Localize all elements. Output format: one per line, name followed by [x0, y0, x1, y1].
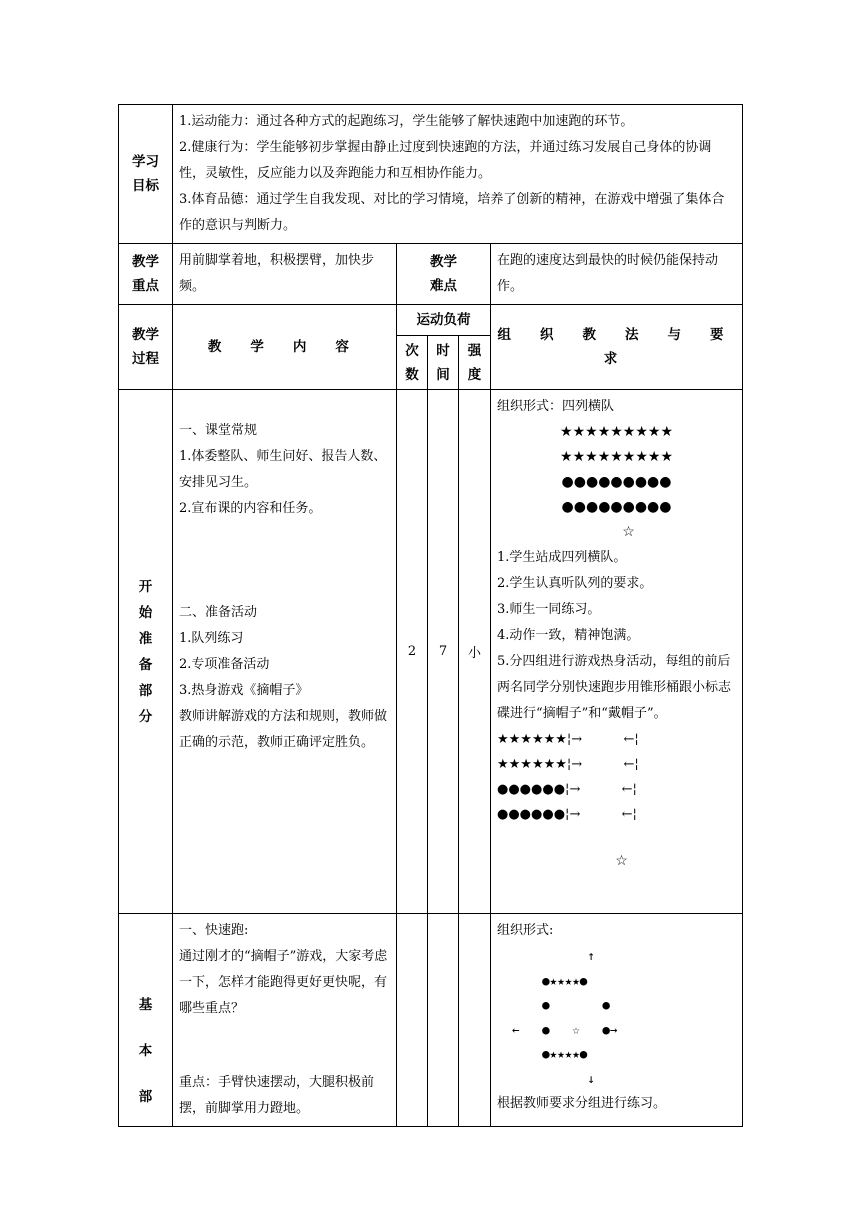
start-time: 7: [428, 390, 459, 914]
objective-item: 1.运动能力：通过各种方式的起跑练习，学生能够了解快速跑中加速跑的环节。: [179, 114, 634, 129]
content-spacer: [179, 1022, 390, 1070]
start-intensity: 小: [459, 390, 491, 914]
key-points-label: [119, 244, 173, 305]
time-header-line-2: 间: [436, 366, 450, 383]
objective-item: 3.体育品德：通过学生自我发现、对比的学习情境，培养了创新的精神，在游戏中增强了集体合作的意识与判断力。: [179, 192, 725, 233]
diagram-line: ● ●: [497, 997, 610, 1012]
game-row: ●●●●●●¦→ ←¦: [497, 782, 637, 797]
basic-label-char: 基: [138, 997, 153, 1013]
diagram-line: ●★★★★●: [497, 1046, 588, 1061]
method-title: 组织形式:: [497, 923, 554, 938]
game-teacher-mark: ☆: [615, 853, 628, 869]
basic-intensity: [459, 914, 491, 1127]
requirement-item: 3.师生一同练习。: [497, 602, 601, 617]
key-points-text: 用前脚掌着地，积极摆臂，加快步频。: [173, 244, 397, 305]
method-header: 组 织 教 法 与 要 求: [491, 305, 743, 390]
objectives-label: [119, 105, 173, 244]
content-line: 一、课堂常规: [179, 423, 258, 438]
process-label-line-2: 过程: [132, 351, 159, 367]
method-footer: 根据教师要求分组进行练习。: [497, 1096, 667, 1111]
content-line: 3.热身游戏《摘帽子》: [179, 683, 309, 698]
process-label-line-1: 教学: [132, 327, 159, 343]
content-line: 一、快速跑:: [179, 923, 249, 938]
formation-row: ★★★★★★★★★: [560, 449, 674, 465]
start-method: [491, 390, 743, 914]
formation-row: ★★★★★★★★★: [560, 424, 674, 440]
start-section-content: [173, 390, 397, 914]
formation-row: ●●●●●●●●●: [561, 499, 672, 515]
content-line: 1.体委整队、师生问好、报告人数、安排见习生。: [179, 449, 387, 490]
content-line: 2.专项准备活动: [179, 657, 270, 672]
key-points-label-line-1: 教学: [132, 254, 159, 270]
method-title: 组织形式：四列横队: [497, 399, 615, 414]
basic-label-gap: [119, 1064, 172, 1084]
objectives-label-line-1: 学习: [132, 154, 159, 170]
objectives-label-line-2: 目标: [132, 178, 159, 194]
objective-item: 2.健康行为：学生能够初步掌握由静止过度到快速跑的方法，并通过练习发展自己身体的协调性，灵敏性，反应能力以及奔跑能力和互相协作能力。: [179, 140, 712, 181]
requirement-item: 1.学生站成四列横队。: [497, 550, 627, 565]
requirement-item: 2.学生认真听队列的要求。: [497, 576, 653, 591]
basic-section-content: [173, 914, 397, 1127]
start-label-char: 部: [138, 682, 153, 699]
start-section-label: [119, 390, 173, 914]
start-section-row: [119, 390, 743, 914]
game-spacer: [497, 827, 736, 849]
formation-row: ●●●●●●●●●: [561, 474, 672, 490]
content-header: 教 学 内 容: [173, 305, 397, 390]
lesson-plan-table: [118, 104, 743, 1127]
start-label-char: 始: [138, 604, 153, 621]
intensity-header-line-2: 度: [467, 366, 482, 383]
requirement-item: 5.分四组进行游戏热身活动，每组的前后两名同学分别快速跑步用锥形桶跟小标志碟进行“摘帽子”和“戴帽子”。: [497, 654, 732, 721]
objectives-content: [173, 105, 743, 244]
game-row: ★★★★★★¦→ ←¦: [497, 757, 639, 772]
requirement-item: 4.动作一致，精神饱满。: [497, 628, 640, 643]
start-count: 2: [397, 390, 428, 914]
difficulty-label: [397, 244, 491, 305]
intensity-header: [459, 336, 491, 390]
intensity-header-line-1: 强: [467, 342, 482, 359]
start-label-char: 开: [138, 578, 153, 595]
content-line: 2.宣布课的内容和任务。: [179, 501, 322, 516]
content-spacer: [179, 522, 390, 600]
process-header-row-1: [119, 305, 743, 336]
game-row: ★★★★★★¦→ ←¦: [497, 732, 639, 747]
key-points-row: [119, 244, 743, 305]
time-header: [428, 336, 459, 390]
diagram-line: ↑: [497, 948, 595, 963]
key-points-label-line-2: 重点: [132, 278, 159, 294]
process-label: [119, 305, 173, 390]
content-line: 1.队列练习: [179, 631, 244, 646]
start-label-char: 准: [138, 630, 153, 647]
basic-label-char: 部: [138, 1089, 153, 1105]
difficulty-label-line-2: 难点: [430, 278, 457, 294]
difficulty-label-line-1: 教学: [430, 254, 457, 270]
content-line: 通过刚才的“摘帽子”游戏，大家考虑一下，怎样才能跑得更好更快呢，有哪些重点？: [179, 949, 388, 1016]
basic-time: [428, 914, 459, 1127]
basic-method: [491, 914, 743, 1127]
start-label-char: 分: [138, 708, 153, 725]
basic-label-gap: [119, 1018, 172, 1038]
content-line: 教师讲解游戏的方法和规则，教师做正确的示范，教师正确评定胜负。: [179, 709, 388, 750]
basic-label-char: 本: [138, 1043, 153, 1059]
count-header-line-2: 数: [405, 366, 419, 383]
start-label-char: 备: [138, 656, 153, 673]
objectives-row: [119, 105, 743, 244]
load-header: 运动负荷: [397, 305, 491, 336]
content-line: 重点：手臂快速摆动，大腿积极前摆，前脚掌用力蹬地。: [179, 1075, 375, 1116]
teacher-mark: ☆: [622, 524, 635, 540]
time-header-line-1: 时: [436, 342, 450, 359]
game-row: ●●●●●●¦→ ←¦: [497, 807, 637, 822]
content-line: 二、准备活动: [179, 605, 258, 620]
basic-count: [397, 914, 428, 1127]
diagram-line: ↓: [497, 1070, 595, 1086]
basic-section-label: [119, 914, 173, 1127]
diagram-line: ← ● ☆ ●→: [497, 1021, 618, 1037]
difficulty-text: 在跑的速度达到最快的时候仍能保持动作。: [491, 244, 743, 305]
diagram-line: ●★★★★●: [497, 972, 588, 988]
count-header-line-1: 次: [405, 342, 419, 359]
count-header: [397, 336, 428, 390]
basic-section-row: [119, 914, 743, 1127]
